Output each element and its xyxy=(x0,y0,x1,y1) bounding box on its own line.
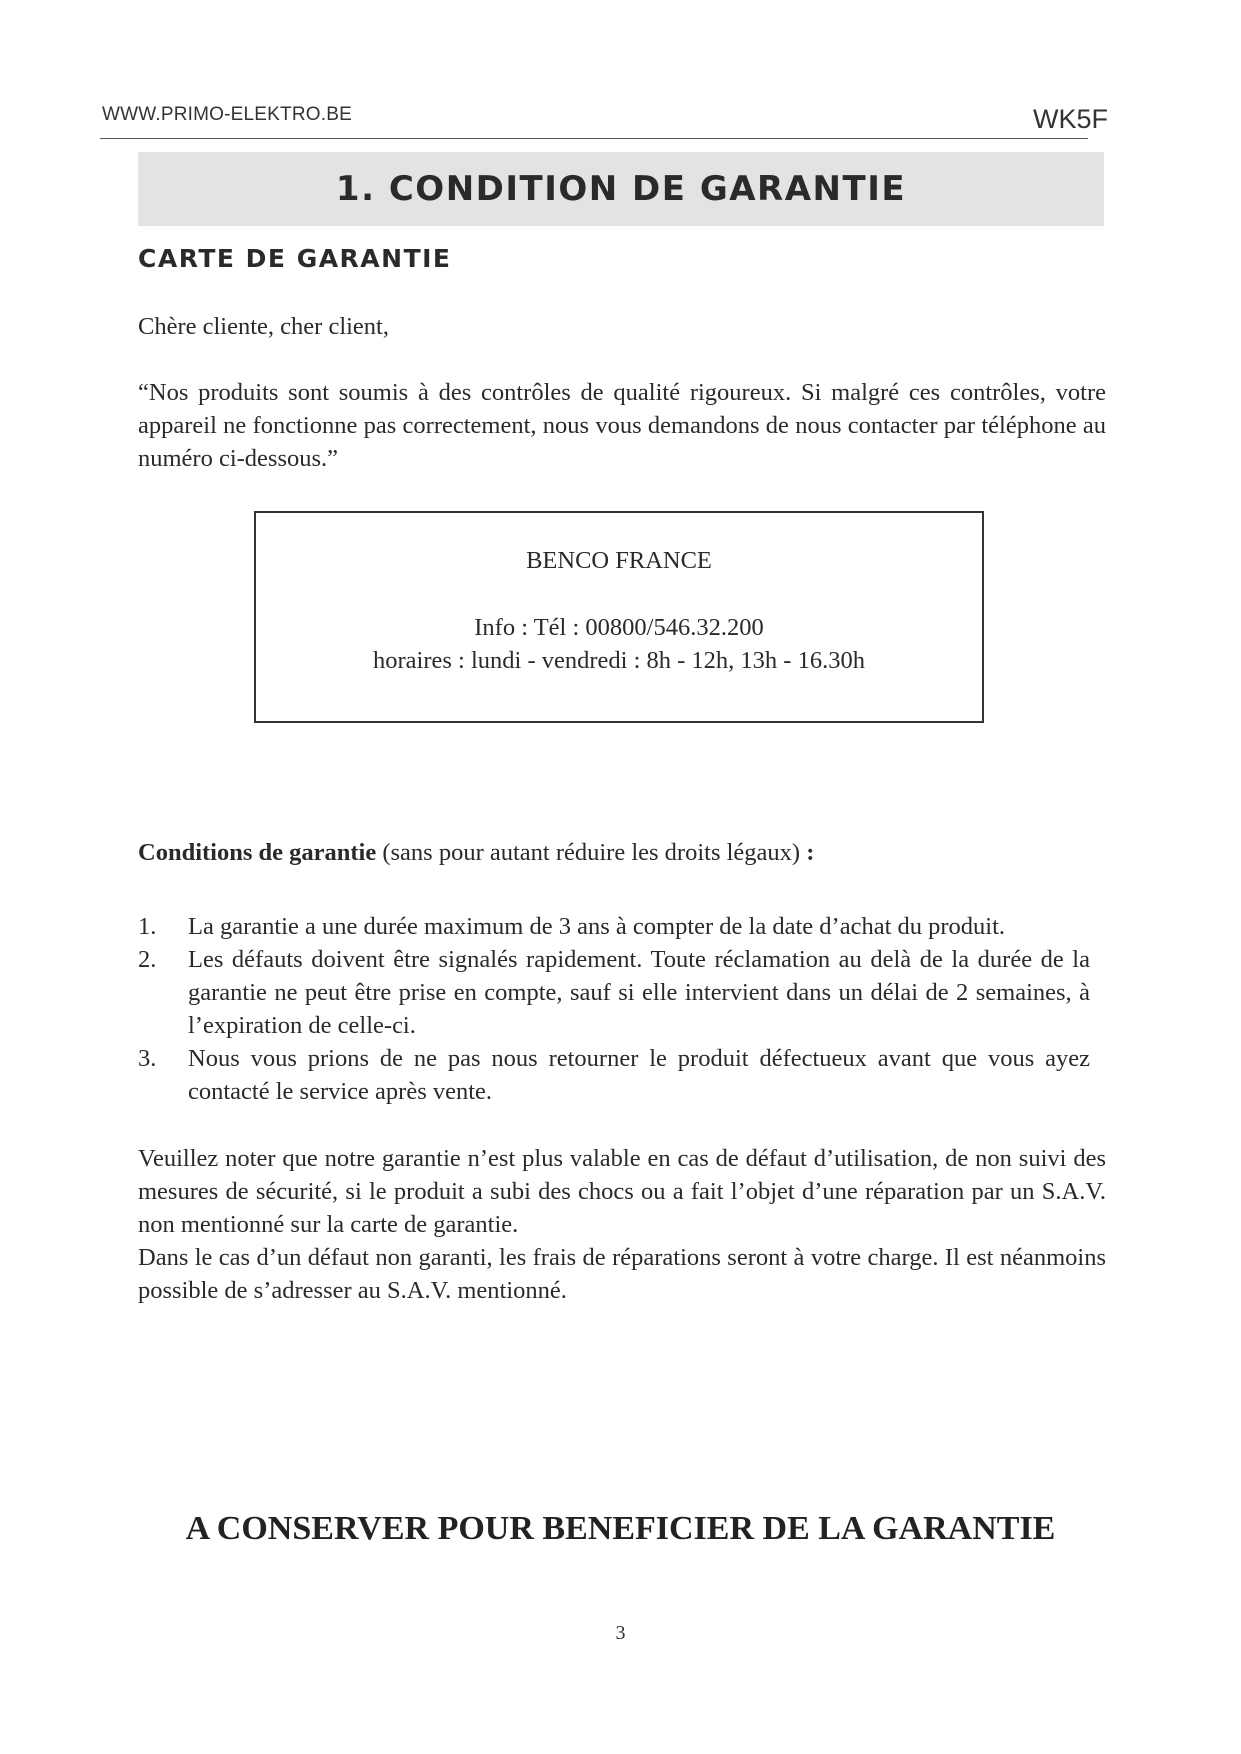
page-number: 3 xyxy=(615,1622,626,1644)
quote-paragraph: “Nos produits sont soumis à des contrôles de qualité rigoureux. Si malgré ces contrôles, votre appareil ne fonctionne pas correctement, nous vous demandons de nous contacter par téléphone au numéro ci-dessous.” xyxy=(138,379,1106,472)
conditions-intro-rest: (sans pour autant réduire les droits légaux) xyxy=(376,839,807,866)
list-item xyxy=(138,1042,1090,1108)
section-title: 1. CONDITION DE GARANTIE xyxy=(335,169,907,209)
contact-info xyxy=(256,611,982,677)
list-item-text: Nous vous prions de ne pas nous retourner le produit défectueux avant que vous ayez contacté le service après vente. xyxy=(188,1045,1090,1105)
salutation: Chère cliente, cher client, xyxy=(138,313,389,340)
contact-company: BENCO FRANCE xyxy=(526,547,712,574)
list-item-number: 3. xyxy=(138,1045,157,1072)
header-model: WK5F xyxy=(1032,104,1108,134)
section-title-band xyxy=(138,152,1104,226)
notice-paragraph: Veuillez noter que notre garantie n’est plus valable en cas de défaut d’utilisation, de non suivi des mesures de sécurité, si le produit a subi des chocs ou a fait l’objet d’une réparation par un S.A.V. non mentionné sur la carte de garantie. xyxy=(138,1145,1106,1238)
list-item xyxy=(138,910,1090,943)
list-item-text: Les défauts doivent être signalés rapidement. Toute réclamation au delà de la durée de la garantie ne peut être prise en compte, sauf si elle intervient dans un délai de 2 semaines, à l’expiration de celle-ci. xyxy=(188,946,1090,1039)
conditions-list xyxy=(138,910,1090,1108)
contact-box xyxy=(254,511,984,723)
conditions-intro-colon: : xyxy=(806,839,815,866)
list-item-number: 1. xyxy=(138,913,157,940)
notice-section xyxy=(138,1142,1106,1307)
list-item-text: La garantie a une durée maximum de 3 ans à compter de la date d’achat du produit. xyxy=(188,913,1006,940)
conditions-intro-bold: Conditions de garantie xyxy=(138,839,377,866)
list-item xyxy=(138,943,1090,1042)
notice-paragraph: Dans le cas d’un défaut non garanti, les frais de réparations seront à votre charge. Il est néanmoins possible de s’adresser au S.A.V. mentionné. xyxy=(138,1244,1106,1304)
subheading: CARTE DE GARANTIE xyxy=(138,244,452,273)
contact-hours: horaires : lundi - vendredi : 8h - 12h, 13h - 16.30h xyxy=(373,647,865,674)
list-item-number: 2. xyxy=(138,946,157,973)
keep-heading: A CONSERVER POUR BENEFICIER DE LA GARANTIE xyxy=(185,1510,1056,1547)
header-divider xyxy=(100,138,1088,139)
header-website: WWW.PRIMO-ELEKTRO.BE xyxy=(102,104,352,125)
contact-phone: Info : Tél : 00800/546.32.200 xyxy=(474,614,764,641)
conditions-intro xyxy=(138,836,814,869)
